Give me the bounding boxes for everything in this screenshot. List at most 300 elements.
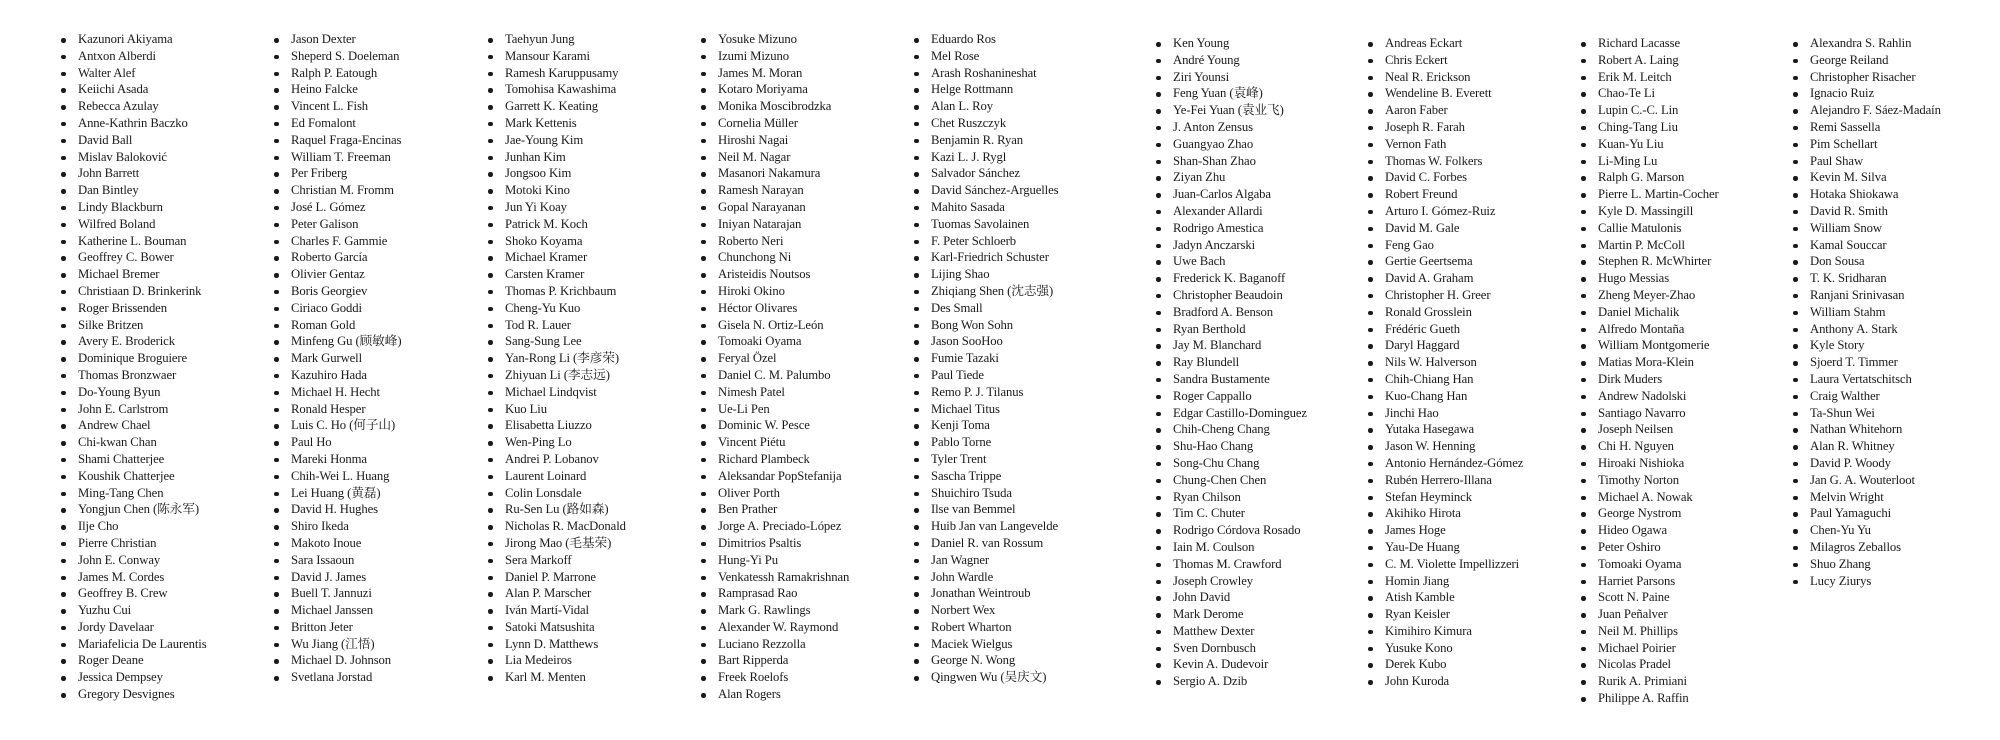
author-name: Kenji Toma: [913, 417, 1118, 434]
author-name: Jordy Davelaar: [60, 619, 265, 636]
author-name: Mansour Karami: [487, 48, 692, 65]
author-name: T. K. Sridharan: [1792, 270, 1997, 287]
author-name: Chi-kwan Chan: [60, 434, 265, 451]
author-name: Ramesh Narayan: [700, 182, 905, 199]
author-name: Tyler Trent: [913, 451, 1118, 468]
author-name: Peter Galison: [273, 216, 478, 233]
author-name: Chris Eckert: [1367, 52, 1572, 69]
author-name: Michael A. Nowak: [1580, 489, 1785, 506]
author-name: Zhiyuan Li (李志远): [487, 367, 692, 384]
author-name: Mark G. Rawlings: [700, 602, 905, 619]
author-name: Kevin A. Dudevoir: [1155, 656, 1360, 673]
author-name: Lijing Shao: [913, 266, 1118, 283]
author-name: Arash Roshanineshat: [913, 65, 1118, 82]
author-name: Michael H. Hecht: [273, 384, 478, 401]
author-name: Sheperd S. Doeleman: [273, 48, 478, 65]
author-name: Christiaan D. Brinkerink: [60, 283, 265, 300]
author-name: Karl-Friedrich Schuster: [913, 249, 1118, 266]
author-name: Helge Rottmann: [913, 81, 1118, 98]
author-name: Antonio Hernández-Gómez: [1367, 455, 1560, 472]
author-name: Jinchi Hao: [1367, 405, 1572, 422]
author-name: Ray Blundell: [1155, 354, 1360, 371]
author-name: Craig Walther: [1792, 388, 1997, 405]
author-name: Chung-Chen Chen: [1155, 472, 1360, 489]
author-name: Yan-Rong Li (李彦荣): [487, 350, 692, 367]
author-name: Rurik A. Primiani: [1580, 673, 1785, 690]
author-name: Jongsoo Kim: [487, 165, 692, 182]
author-name: John E. Conway: [60, 552, 265, 569]
author-name: Laura Vertatschitsch: [1792, 371, 1997, 388]
author-name: Heino Falcke: [273, 81, 478, 98]
author-name: Makoto Inoue: [273, 535, 478, 552]
author-name: Zheng Meyer-Zhao: [1580, 287, 1785, 304]
author-name: David P. Woody: [1792, 455, 1997, 472]
author-name: Michael Janssen: [273, 602, 478, 619]
author-name: Philippe A. Raffin: [1580, 690, 1785, 707]
author-name: Ed Fomalont: [273, 115, 478, 132]
author-name: Richard Plambeck: [700, 451, 905, 468]
author-name: Keiichi Asada: [60, 81, 265, 98]
author-name: Hiroki Okino: [700, 283, 905, 300]
author-name: Ignacio Ruiz: [1792, 85, 1997, 102]
author-name: Thomas M. Crawford: [1155, 556, 1360, 573]
author-name: Tomoaki Oyama: [1580, 556, 1785, 573]
author-name: Kazunori Akiyama: [60, 31, 265, 48]
author-name: David H. Hughes: [273, 501, 478, 518]
author-name: George N. Wong: [913, 652, 1118, 669]
author-name: Qingwen Wu (吴庆文): [913, 669, 1118, 686]
author-name: Mariafelicia De Laurentis: [60, 636, 265, 653]
author-name: Rebecca Azulay: [60, 98, 265, 115]
author-name: Silke Britzen: [60, 317, 265, 334]
author-name: Anne-Kathrin Baczko: [60, 115, 265, 132]
author-name: Jason Dexter: [273, 31, 478, 48]
author-name: Juan Peñalver: [1580, 606, 1785, 623]
author-name: Sandra Bustamente: [1155, 371, 1360, 388]
author-name: Gertie Geertsema: [1367, 253, 1572, 270]
author-name: Rodrigo Córdova Rosado: [1155, 522, 1360, 539]
author-name: George Nystrom: [1580, 505, 1785, 522]
author-name: Junhan Kim: [487, 149, 692, 166]
author-name: Kevin M. Silva: [1792, 169, 1997, 186]
author-name: Roberto Neri: [700, 233, 905, 250]
author-name: Nils W. Halverson: [1367, 354, 1572, 371]
author-name: Kimihiro Kimura: [1367, 623, 1572, 640]
author-name: Mark Kettenis: [487, 115, 692, 132]
author-name: Gregory Desvignes: [60, 686, 265, 703]
author-name: Kotaro Moriyama: [700, 81, 905, 98]
author-name: Minfeng Gu (顾敏峰): [273, 333, 478, 350]
author-name: Hiroshi Nagai: [700, 132, 905, 149]
author-name: Thomas W. Folkers: [1367, 153, 1572, 170]
author-name: Kamal Souccar: [1792, 237, 1997, 254]
author-name: Carsten Kramer: [487, 266, 692, 283]
author-name: Santiago Navarro: [1580, 405, 1785, 422]
author-name: Roberto García: [273, 249, 478, 266]
author-name: Satoki Matsushita: [487, 619, 692, 636]
author-name: Masanori Nakamura: [700, 165, 905, 182]
author-name: Gisela N. Ortiz-León: [700, 317, 905, 334]
author-name: Daniel C. M. Palumbo: [700, 367, 905, 384]
author-name: Stefan Heyminck: [1367, 489, 1572, 506]
author-name: Roman Gold: [273, 317, 478, 334]
author-name: Motoki Kino: [487, 182, 692, 199]
author-name: Paul Ho: [273, 434, 478, 451]
author-name: Dirk Muders: [1580, 371, 1785, 388]
author-name: Jay M. Blanchard: [1155, 337, 1360, 354]
author-name: Olivier Gentaz: [273, 266, 478, 283]
author-name: Geoffrey B. Crew: [60, 585, 265, 602]
author-name: Laurent Loinard: [487, 468, 692, 485]
author-name: Yongjun Chen (陈永军): [60, 501, 265, 518]
author-name: Ben Prather: [700, 501, 905, 518]
author-name: Uwe Bach: [1155, 253, 1360, 270]
author-name: Izumi Mizuno: [700, 48, 905, 65]
author-name: Luis C. Ho (何子山): [273, 417, 478, 434]
author-name: Sergio A. Dzib: [1155, 673, 1360, 690]
author-name: Tim C. Chuter: [1155, 505, 1360, 522]
author-name: Yosuke Mizuno: [700, 31, 905, 48]
author-name: Shuo Zhang: [1792, 556, 1997, 573]
author-name: Walter Alef: [60, 65, 265, 82]
author-column-1: [60, 31, 265, 703]
author-name: Wen-Ping Lo: [487, 434, 692, 451]
author-name: Hiroaki Nishioka: [1580, 455, 1785, 472]
author-name: Remi Sassella: [1792, 119, 1997, 136]
author-name: Ming-Tang Chen: [60, 485, 265, 502]
author-name: Chen-Yu Yu: [1792, 522, 1997, 539]
author-name: Shoko Koyama: [487, 233, 692, 250]
author-name: Héctor Olivares: [700, 300, 905, 317]
author-name: Alexander W. Raymond: [700, 619, 905, 636]
author-name: Hung-Yi Pu: [700, 552, 905, 569]
author-column-9: [1792, 35, 1997, 589]
author-name: Roger Deane: [60, 652, 265, 669]
author-name: Britton Jeter: [273, 619, 478, 636]
author-name: Homin Jiang: [1367, 573, 1572, 590]
author-name: Kyle D. Massingill: [1580, 203, 1785, 220]
author-name: Michael Poirier: [1580, 640, 1785, 657]
author-name: Song-Chu Chang: [1155, 455, 1360, 472]
author-name: Kyle Story: [1792, 337, 1997, 354]
author-name: Lei Huang (黄磊): [273, 485, 478, 502]
author-column-7: [1367, 35, 1572, 690]
author-name: Arturo I. Gómez-Ruiz: [1367, 203, 1572, 220]
author-name: Vernon Fath: [1367, 136, 1572, 153]
author-name: Joseph Crowley: [1155, 573, 1360, 590]
author-name: Karl M. Menten: [487, 669, 692, 686]
author-name: Hugo Messias: [1580, 270, 1785, 287]
author-name: Mareki Honma: [273, 451, 478, 468]
author-name: David Sánchez-Arguelles: [913, 182, 1118, 199]
author-name: Anthony A. Stark: [1792, 321, 1997, 338]
author-name: Roger Brissenden: [60, 300, 265, 317]
author-name: Jan G. A. Wouterloot: [1792, 472, 1997, 489]
author-name: Per Friberg: [273, 165, 478, 182]
author-column-5: [913, 31, 1118, 686]
author-name: Wu Jiang (江悟): [273, 636, 478, 653]
author-name: Bart Ripperda: [700, 652, 905, 669]
author-name: Jessica Dempsey: [60, 669, 265, 686]
author-name: Ken Young: [1155, 35, 1360, 52]
author-name: Kazuhiro Hada: [273, 367, 478, 384]
author-name: David Ball: [60, 132, 265, 149]
author-name: Matias Mora-Klein: [1580, 354, 1785, 371]
author-name: Juan-Carlos Algaba: [1155, 186, 1360, 203]
author-name: Alexandra S. Rahlin: [1792, 35, 1997, 52]
author-name: Do-Young Byun: [60, 384, 265, 401]
author-name: John Barrett: [60, 165, 265, 182]
author-name: Kazi L. J. Rygl: [913, 149, 1118, 166]
author-name: Melvin Wright: [1792, 489, 1997, 506]
author-name: Paul Tiede: [913, 367, 1118, 384]
author-name: Dominique Broguiere: [60, 350, 265, 367]
author-name: Cornelia Müller: [700, 115, 905, 132]
author-name: Bradford A. Benson: [1155, 304, 1360, 321]
author-name: George Reiland: [1792, 52, 1997, 69]
author-name: Pierre Christian: [60, 535, 265, 552]
author-name: Chet Ruszczyk: [913, 115, 1118, 132]
author-name: James M. Cordes: [60, 569, 265, 586]
author-name: David M. Gale: [1367, 220, 1572, 237]
author-name: Jirong Mao (毛基荣): [487, 535, 692, 552]
author-name: Matthew Dexter: [1155, 623, 1360, 640]
author-name: Wilfred Boland: [60, 216, 265, 233]
author-name: Daniel R. van Rossum: [913, 535, 1118, 552]
author-name: Sera Markoff: [487, 552, 692, 569]
author-name: Feryal Özel: [700, 350, 905, 367]
author-name: Taehyun Jung: [487, 31, 692, 48]
author-name: Callie Matulonis: [1580, 220, 1785, 237]
author-name: J. Anton Zensus: [1155, 119, 1360, 136]
author-name: Sven Dornbusch: [1155, 640, 1360, 657]
author-name: Boris Georgiev: [273, 283, 478, 300]
author-name: Ramesh Karuppusamy: [487, 65, 692, 82]
author-name: Shu-Hao Chang: [1155, 438, 1360, 455]
author-name: Daniel Michalik: [1580, 304, 1785, 321]
author-name: Koushik Chatterjee: [60, 468, 265, 485]
author-name: F. Peter Schloerb: [913, 233, 1118, 250]
author-name: Harriet Parsons: [1580, 573, 1785, 590]
author-name: Iniyan Natarajan: [700, 216, 905, 233]
author-name: Alan Rogers: [700, 686, 905, 703]
author-name: Jan Wagner: [913, 552, 1118, 569]
author-name: Chih-Cheng Chang: [1155, 421, 1360, 438]
author-name: William Stahm: [1792, 304, 1997, 321]
author-name: Garrett K. Keating: [487, 98, 692, 115]
author-name: Mel Rose: [913, 48, 1118, 65]
author-name: Ziri Younsi: [1155, 69, 1360, 86]
author-name: James Hoge: [1367, 522, 1572, 539]
author-name: Michael Kramer: [487, 249, 692, 266]
author-name: Yusuke Kono: [1367, 640, 1572, 657]
author-column-6: [1155, 35, 1360, 690]
author-name: Maciek Wielgus: [913, 636, 1118, 653]
author-name: Guangyao Zhao: [1155, 136, 1360, 153]
author-name: Mislav Baloković: [60, 149, 265, 166]
author-name: Oliver Porth: [700, 485, 905, 502]
author-name: Tuomas Savolainen: [913, 216, 1118, 233]
author-name: Freek Roelofs: [700, 669, 905, 686]
author-name: Shami Chatterjee: [60, 451, 265, 468]
author-name: Ciriaco Goddi: [273, 300, 478, 317]
author-name: Neil M. Nagar: [700, 149, 905, 166]
author-name: Li-Ming Lu: [1580, 153, 1785, 170]
author-name: Feng Gao: [1367, 237, 1572, 254]
author-name: Martin P. McColl: [1580, 237, 1785, 254]
author-name: William Montgomerie: [1580, 337, 1785, 354]
author-name: Lindy Blackburn: [60, 199, 265, 216]
author-name: Monika Moscibrodzka: [700, 98, 905, 115]
author-name: Venkatessh Ramakrishnan: [700, 569, 905, 586]
author-name: William T. Freeman: [273, 149, 478, 166]
author-name: Michael D. Johnson: [273, 652, 478, 669]
author-name: Eduardo Ros: [913, 31, 1118, 48]
author-column-8: [1580, 35, 1785, 707]
author-name: Tod R. Lauer: [487, 317, 692, 334]
author-name: Feng Yuan (袁峰): [1155, 85, 1360, 102]
author-name: José L. Gómez: [273, 199, 478, 216]
author-name: Hotaka Shiokawa: [1792, 186, 1997, 203]
author-name: Rodrigo Amestica: [1155, 220, 1360, 237]
author-name: Jun Yi Koay: [487, 199, 692, 216]
author-column-3: [487, 31, 692, 686]
author-name: Svetlana Jorstad: [273, 669, 478, 686]
author-name: Aleksandar PopStefanija: [700, 468, 905, 485]
author-name: David C. Forbes: [1367, 169, 1572, 186]
author-name: Zhiqiang Shen (沈志强): [913, 283, 1118, 300]
author-name: Remo P. J. Tilanus: [913, 384, 1118, 401]
author-name: Scott N. Paine: [1580, 589, 1785, 606]
author-name: Kuan-Yu Liu: [1580, 136, 1785, 153]
author-name: Robert A. Laing: [1580, 52, 1785, 69]
author-name: Gopal Narayanan: [700, 199, 905, 216]
author-name: David R. Smith: [1792, 203, 1997, 220]
author-name: Derek Kubo: [1367, 656, 1572, 673]
author-name: Sjoerd T. Timmer: [1792, 354, 1997, 371]
author-name: Ziyan Zhu: [1155, 169, 1360, 186]
author-name: Iain M. Coulson: [1155, 539, 1360, 556]
author-name: Joseph R. Farah: [1367, 119, 1572, 136]
author-name: Lia Medeiros: [487, 652, 692, 669]
author-name: Milagros Zeballos: [1792, 539, 1997, 556]
author-name: Frédéric Gueth: [1367, 321, 1572, 338]
author-name: John David: [1155, 589, 1360, 606]
author-name: Christopher H. Greer: [1367, 287, 1572, 304]
author-name: Dan Bintley: [60, 182, 265, 199]
author-name: Edgar Castillo-Dominguez: [1155, 405, 1360, 422]
author-name: Ilje Cho: [60, 518, 265, 535]
author-name: Ching-Tang Liu: [1580, 119, 1785, 136]
author-name: Yuzhu Cui: [60, 602, 265, 619]
author-name: Avery E. Broderick: [60, 333, 265, 350]
author-name: Alfredo Montaña: [1580, 321, 1785, 338]
author-name: Vincent Piétu: [700, 434, 905, 451]
author-name: Des Small: [913, 300, 1118, 317]
author-name: Rubén Herrero-Illana: [1367, 472, 1572, 489]
author-name: William Snow: [1792, 220, 1997, 237]
author-name: Tomohisa Kawashima: [487, 81, 692, 98]
author-name: Erik M. Leitch: [1580, 69, 1785, 86]
author-name: Huib Jan van Langevelde: [913, 518, 1118, 535]
author-name: Alejandro F. Sáez-Madaín: [1792, 102, 1997, 119]
author-name: Ue-Li Pen: [700, 401, 905, 418]
author-name: Ryan Berthold: [1155, 321, 1360, 338]
author-name: Nicholas R. MacDonald: [487, 518, 692, 535]
author-name: Cheng-Yu Kuo: [487, 300, 692, 317]
author-name: Alan R. Whitney: [1792, 438, 1997, 455]
author-name: Jonathan Weintroub: [913, 585, 1118, 602]
author-name: Chih-Wei L. Huang: [273, 468, 478, 485]
author-name: Sascha Trippe: [913, 468, 1118, 485]
author-name: Daryl Haggard: [1367, 337, 1572, 354]
author-name: Christopher Beaudoin: [1155, 287, 1360, 304]
author-name: Ronald Grosslein: [1367, 304, 1572, 321]
author-name: Katherine L. Bouman: [60, 233, 265, 250]
author-name: Aristeidis Noutsos: [700, 266, 905, 283]
author-name: Jae-Young Kim: [487, 132, 692, 149]
author-name: Elisabetta Liuzzo: [487, 417, 692, 434]
author-name: Charles F. Gammie: [273, 233, 478, 250]
author-name: Colin Lonsdale: [487, 485, 692, 502]
author-name: Dimitrios Psaltis: [700, 535, 905, 552]
author-name: Ryan Chilson: [1155, 489, 1360, 506]
author-name: Geoffrey C. Bower: [60, 249, 265, 266]
author-column-4: [700, 31, 905, 703]
author-name: Dominic W. Pesce: [700, 417, 905, 434]
author-name: Nathan Whitehorn: [1792, 421, 1997, 438]
author-name: Fumie Tazaki: [913, 350, 1118, 367]
author-name: Don Sousa: [1792, 253, 1997, 270]
author-name: Kuo-Chang Han: [1367, 388, 1572, 405]
author-name: Yau-De Huang: [1367, 539, 1572, 556]
author-name: Mark Derome: [1155, 606, 1360, 623]
author-name: Pim Schellart: [1792, 136, 1997, 153]
author-name: Nicolas Pradel: [1580, 656, 1785, 673]
author-name: Robert Freund: [1367, 186, 1572, 203]
author-name: Hideo Ogawa: [1580, 522, 1785, 539]
author-name: Lynn D. Matthews: [487, 636, 692, 653]
author-name: Ryan Keisler: [1367, 606, 1572, 623]
author-name: Chao-Te Li: [1580, 85, 1785, 102]
author-name: Ronald Hesper: [273, 401, 478, 418]
author-name: Jadyn Anczarski: [1155, 237, 1360, 254]
author-name: Jorge A. Preciado-López: [700, 518, 905, 535]
author-name: André Young: [1155, 52, 1360, 69]
author-name: Christopher Risacher: [1792, 69, 1997, 86]
author-name: Chunchong Ni: [700, 249, 905, 266]
author-name: Chih-Chiang Han: [1367, 371, 1572, 388]
author-name: Neal R. Erickson: [1367, 69, 1572, 86]
author-name: Ta-Shun Wei: [1792, 405, 1997, 422]
author-name: Lupin C.-C. Lin: [1580, 102, 1785, 119]
author-name: Sang-Sung Lee: [487, 333, 692, 350]
author-name: Frederick K. Baganoff: [1155, 270, 1360, 287]
author-name: Alexander Allardi: [1155, 203, 1360, 220]
author-name: Nimesh Patel: [700, 384, 905, 401]
author-name: Tomoaki Oyama: [700, 333, 905, 350]
author-name: C. M. Violette Impellizzeri: [1367, 556, 1572, 573]
author-name: Andrei P. Lobanov: [487, 451, 692, 468]
author-name: Iván Martí-Vidal: [487, 602, 692, 619]
author-name: Thomas P. Krichbaum: [487, 283, 692, 300]
author-name: Yutaka Hasegawa: [1367, 421, 1572, 438]
author-name: Stephen R. McWhirter: [1580, 253, 1785, 270]
author-name: Lucy Ziurys: [1792, 573, 1997, 590]
author-name: Andreas Eckart: [1367, 35, 1572, 52]
author-name: Paul Yamaguchi: [1792, 505, 1997, 522]
author-name: Ralph G. Marson: [1580, 169, 1785, 186]
